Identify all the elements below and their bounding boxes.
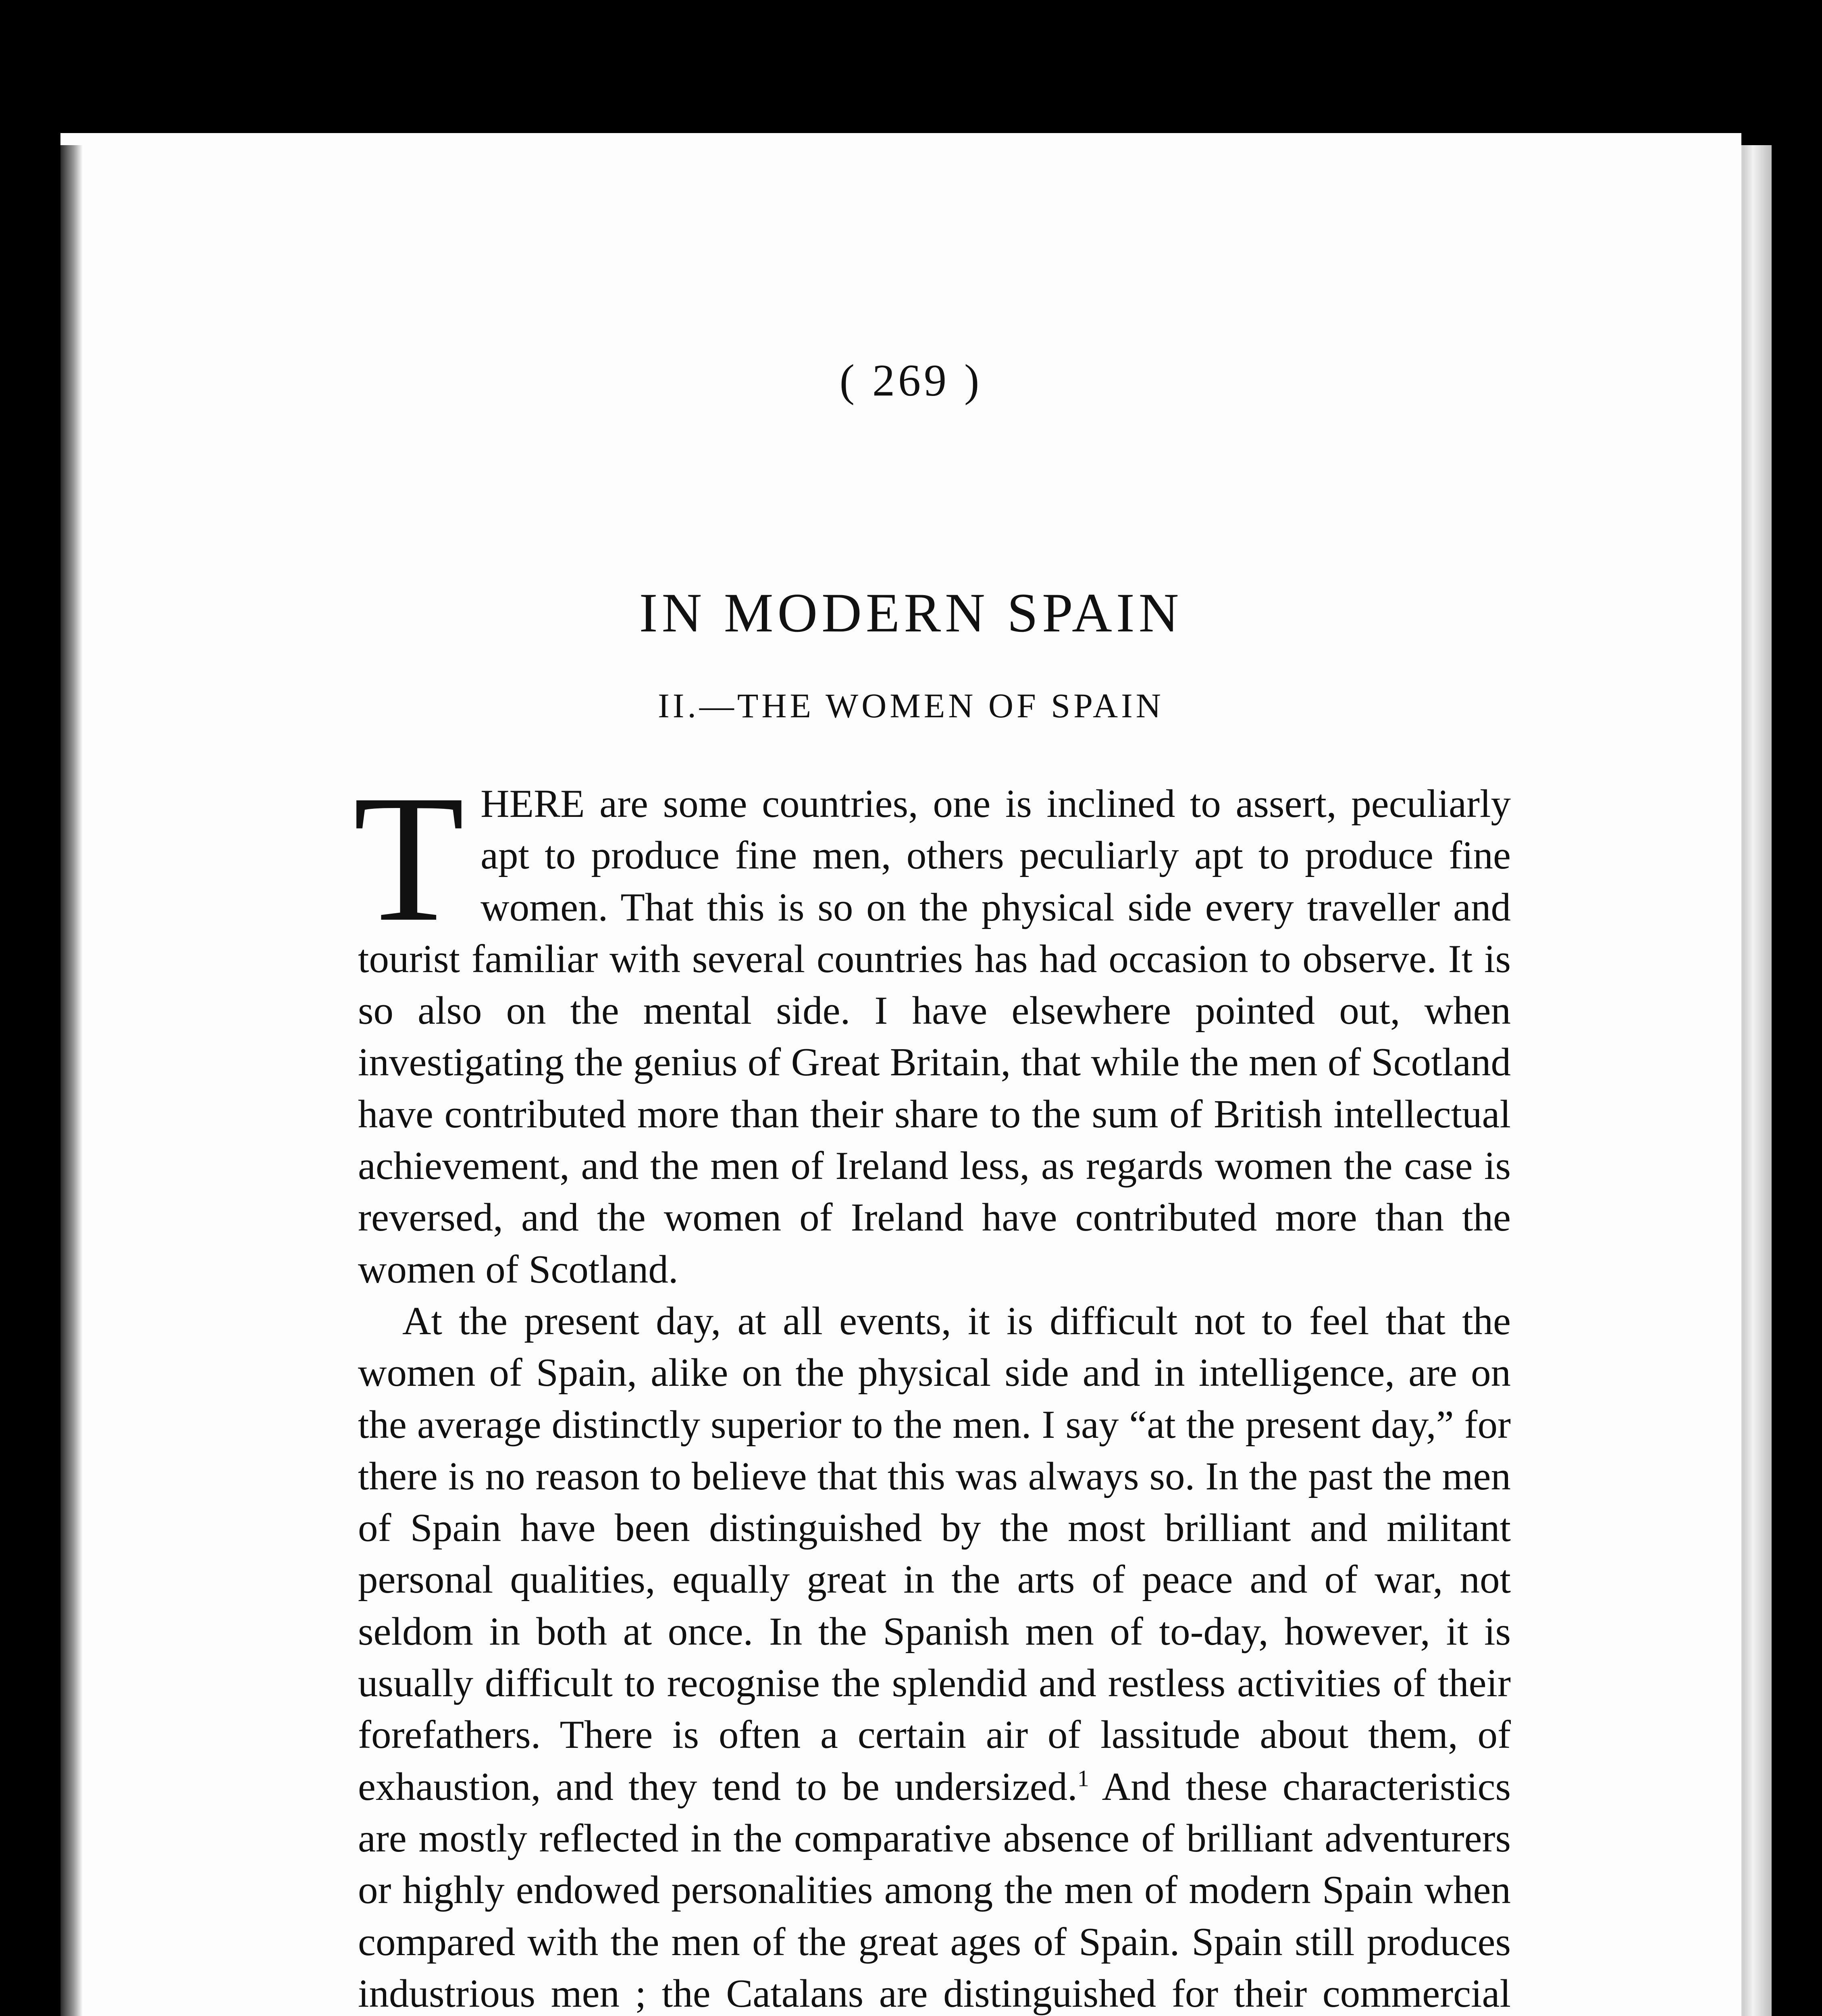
book-spine-shadow [60,145,83,2016]
body-text [353,757,1511,2016]
paragraph-2-text-b: And these characteristics are mostly reflected in the comparative absence of brilliant adventurers or highly endowed personalities among the men of modern Spain when compared with the men of the great ages of Spain. Spain still produces industrious men ; the Catalans are distinguished for their commercial [358,1764,1511,2016]
drop-cap: T [353,757,465,959]
chapter-subtitle: II.—THE WOMEN OF SPAIN [658,686,1164,725]
paragraph-1-text: HERE are some countries, one is inclined to assert, peculiarly apt to produce fine men, others peculiarly apt to produce fine women. That this is so on the physical side every traveller and tourist familiar with several countries has had occasion to observe. It is so also on the mental side. I have elsewhere pointed out, when investigating the genius of Great Britain, that while the men of Scotland have contributed more than their share to the sum of British intellectual achievement, and the men of Ireland less, as regards women the case is reversed, and the women of Ireland have contributed more than the women of Scotland. [358,782,1511,1291]
paragraph-1 [353,757,1511,1295]
paragraph-2 [358,1295,1511,2016]
chapter-title: IN MODERN SPAIN [639,582,1183,644]
footnote-reference[interactable]: 1 [1077,1765,1089,1791]
paragraph-2-text-a: At the present day, at all events, it is difficult not to feel that the women of Spain, alike on the physical side and in intelligence, are on the average distinctly superior to the men. I say “at the present day,” for there is no reason to believe that this was always so. In the past the men of Spain have been distinguished by the most brilliant and militant personal qualities, equally great in the arts of peace and of war, not seldom in both at once. In the Spanish men of to-day, however, it is usually difficult to recognise the splendid and restless activities of their forefathers. There is often a certain air of lassitude about them, of exhaustion, and they tend to be undersized. [358,1299,1511,1809]
page-number: ( 269 ) [839,356,983,406]
